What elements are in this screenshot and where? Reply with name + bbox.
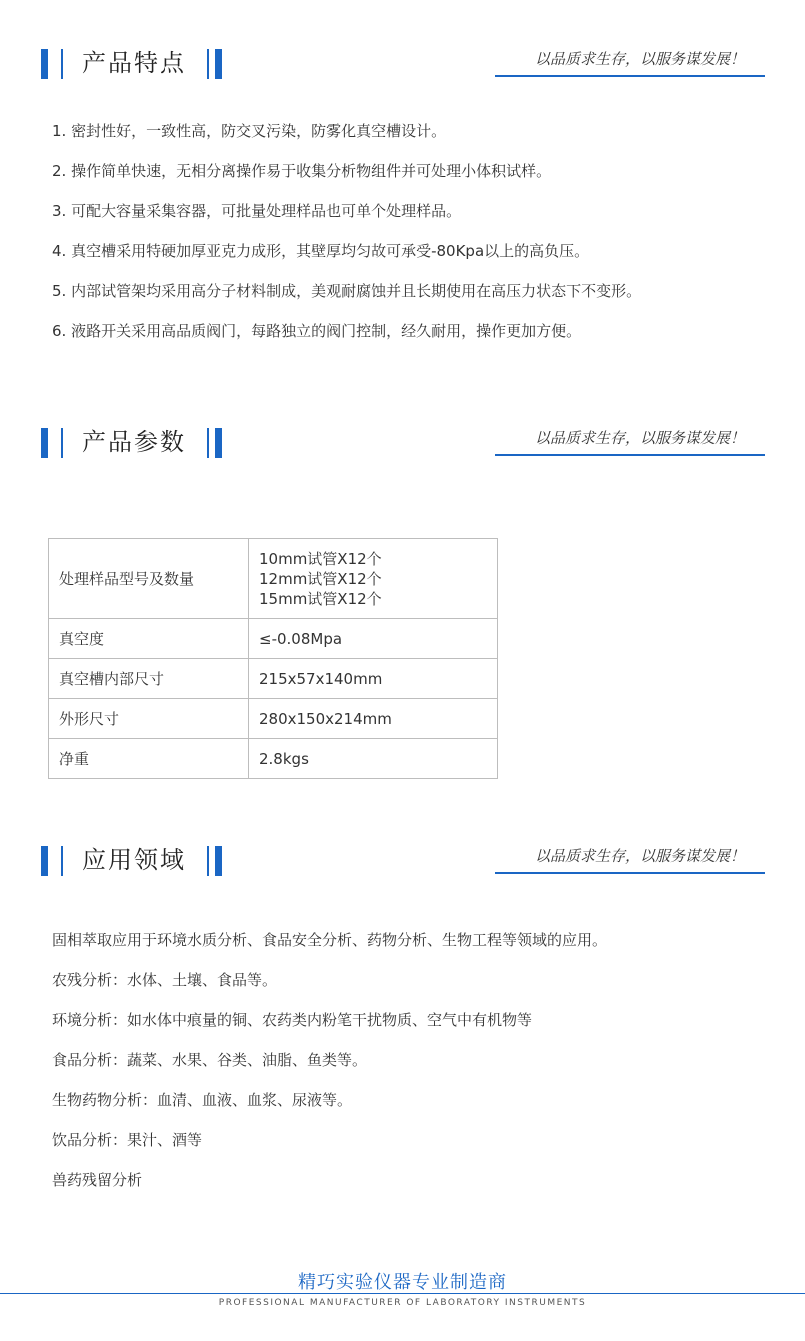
footer-divider [0,1293,805,1294]
param-key: 处理样品型号及数量 [49,539,249,619]
header-bar-left [41,49,48,79]
slogan: 以品质求生存，以服务谋发展！ [534,847,745,865]
param-value-line: 15mm试管X12个 [259,589,382,608]
table-row [49,619,498,659]
header-bar-left [41,428,48,458]
slogan: 以品质求生存，以服务谋发展！ [534,50,745,68]
param-value: ≤-0.08Mpa [249,619,498,659]
param-value: 215x57x140mm [249,659,498,699]
param-key: 净重 [49,739,249,779]
table-row [49,659,498,699]
section-header-params [0,426,805,466]
list-item: 生物药物分析：血清、血液、血浆、尿液等。 [52,1091,353,1109]
header-bar-right [215,846,222,876]
params-table [48,538,498,779]
table-row [49,699,498,739]
table-row [49,739,498,779]
list-item: 农残分析：水体、土壤、食品等。 [52,971,278,989]
list-item: 4. 真空槽采用特硬加厚亚克力成形，其壁厚均匀故可承受-80Kpa以上的高负压。 [52,242,590,260]
slogan-underline [495,75,765,77]
section-title: 应用领域 [82,846,186,874]
list-item: 固相萃取应用于环境水质分析、食品安全分析、药物分析、生物工程等领域的应用。 [52,931,608,949]
header-bar-left [41,846,48,876]
application-list [52,930,792,1210]
section-title: 产品特点 [82,49,186,77]
list-item: 1. 密封性好，一致性高，防交叉污染，防雾化真空槽设计。 [52,122,447,140]
feature-list [52,121,792,361]
param-key: 真空度 [49,619,249,659]
header-bar-right [215,49,222,79]
section-title: 产品参数 [82,428,186,456]
section-header-applications [0,844,805,884]
list-item: 饮品分析：果汁、酒等 [52,1131,203,1149]
list-item: 2. 操作简单快速，无相分离操作易于收集分析物组件并可处理小体积试样。 [52,162,552,180]
footer-subtitle: PROFESSIONAL MANUFACTURER OF LABORATORY INSTRUMENTS [218,1298,587,1308]
footer-title: 精巧实验仪器专业制造商 [298,1272,507,1293]
header-bar-right-thin [207,846,209,876]
header-bar-right [215,428,222,458]
list-item: 5. 内部试管架均采用高分子材料制成，美观耐腐蚀并且长期使用在高压力状态下不变形。 [52,282,642,300]
param-value-line: 12mm试管X12个 [259,569,382,588]
header-bar-right-thin [207,49,209,79]
slogan-underline [495,454,765,456]
section-header-features [0,47,805,87]
list-item: 环境分析：如水体中痕量的铜、农药类内粉笔干扰物质、空气中有机物等 [52,1011,533,1029]
slogan-underline [495,872,765,874]
list-item: 3. 可配大容量采集容器，可批量处理样品也可单个处理样品。 [52,202,462,220]
header-bar-left-thin [61,49,63,79]
param-value: 2.8kgs [249,739,498,779]
param-key: 真空槽内部尺寸 [49,659,249,699]
param-value: 280x150x214mm [249,699,498,739]
list-item: 食品分析：蔬菜、水果、谷类、油脂、鱼类等。 [52,1051,368,1069]
header-bar-right-thin [207,428,209,458]
param-value [249,539,498,619]
param-value-line: 10mm试管X12个 [259,549,382,568]
param-key: 外形尺寸 [49,699,249,739]
table-row [49,539,498,619]
header-bar-left-thin [61,428,63,458]
header-bar-left-thin [61,846,63,876]
list-item: 兽药残留分析 [52,1171,143,1189]
slogan: 以品质求生存，以服务谋发展！ [534,429,745,447]
list-item: 6. 液路开关采用高品质阀门，每路独立的阀门控制，经久耐用，操作更加方便。 [52,322,582,340]
